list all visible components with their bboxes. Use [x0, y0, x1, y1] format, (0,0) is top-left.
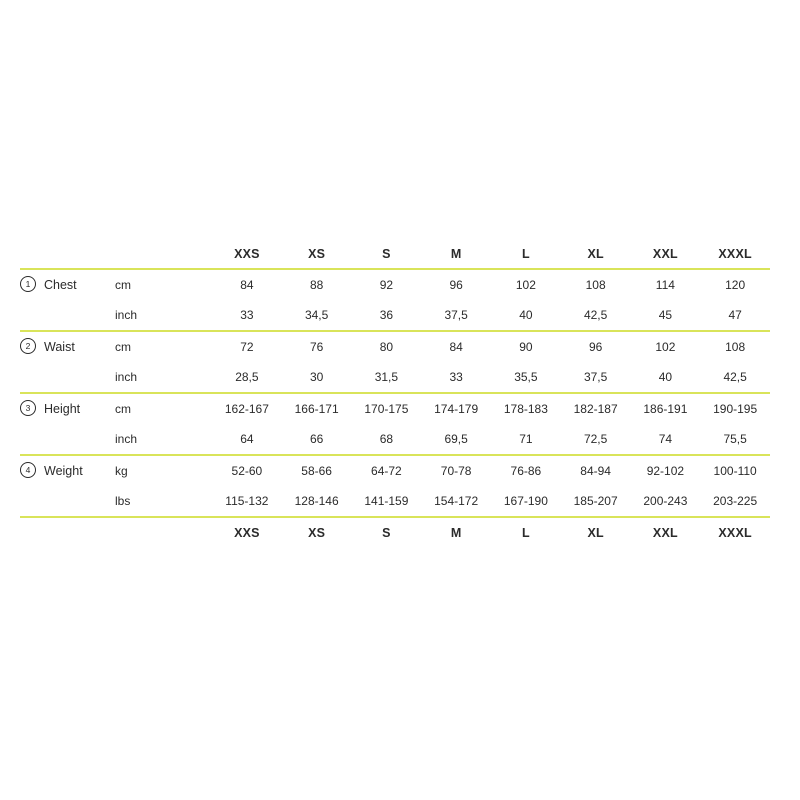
size-value-cell: 102 — [631, 331, 701, 362]
size-column-footer: XXS — [212, 517, 282, 548]
size-value-cell: 37,5 — [444, 308, 468, 322]
size-footer — [20, 517, 770, 548]
measure-label-cell — [20, 486, 115, 517]
size-value-cell: 128-146 — [294, 494, 339, 508]
size-footer-row — [20, 517, 770, 548]
measure-label: Height — [44, 402, 81, 416]
unit-label-cell: inch — [115, 370, 138, 384]
unit-label-cell: lbs — [115, 494, 131, 508]
size-value-cell: 75,5 — [723, 432, 747, 446]
measure-number-badge: 1 — [20, 276, 36, 292]
unit-label-cell: cm — [115, 269, 212, 300]
size-value-cell: 70-78 — [421, 455, 491, 486]
measure-label-cell — [20, 269, 115, 300]
unit-label-cell: inch — [115, 432, 138, 446]
size-value-cell: 190-195 — [700, 393, 770, 424]
size-value-cell: 80 — [352, 331, 422, 362]
size-value-cell: 76 — [282, 331, 352, 362]
size-column-header: XXXL — [718, 247, 752, 261]
size-value-cell: 186-191 — [631, 393, 701, 424]
size-value-cell: 64 — [240, 432, 254, 446]
size-column-footer: XXXL — [700, 517, 770, 548]
measure-label: Waist — [44, 340, 75, 354]
size-value-cell: 96 — [421, 269, 491, 300]
size-value-cell: 31,5 — [374, 370, 399, 384]
spacer-unit-cell — [115, 240, 212, 269]
size-value-cell: 66 — [309, 432, 324, 446]
size-value-cell: 141-159 — [364, 494, 409, 508]
size-value-cell: 174-179 — [421, 393, 491, 424]
measure-label-cell — [20, 455, 115, 486]
measure-label: Chest — [44, 278, 77, 292]
measure-group-first-row — [20, 269, 770, 300]
size-value-cell: 108 — [700, 331, 770, 362]
size-column-footer: XXL — [631, 517, 701, 548]
measure-label-cell — [20, 300, 115, 331]
size-value-cell: 37,5 — [583, 370, 608, 384]
size-value-cell: 52-60 — [212, 455, 282, 486]
size-value-cell: 108 — [561, 269, 631, 300]
measure-group-first-row — [20, 393, 770, 424]
size-value-cell: 33 — [240, 308, 254, 322]
spacer-label-cell — [20, 240, 115, 269]
size-value-cell: 40 — [658, 370, 673, 384]
size-value-cell: 115-132 — [225, 494, 269, 508]
size-value-cell: 84 — [212, 269, 282, 300]
measure-number-badge: 4 — [20, 462, 36, 478]
measure-label-cell — [20, 362, 115, 393]
size-value-cell: 96 — [561, 331, 631, 362]
measure-group-first-row — [20, 331, 770, 362]
size-header-row — [20, 240, 770, 269]
size-value-cell: 102 — [491, 269, 561, 300]
size-value-cell: 200-243 — [643, 494, 688, 508]
size-value-cell: 76-86 — [491, 455, 561, 486]
size-column-footer: XL — [561, 517, 631, 548]
size-value-cell: 28,5 — [235, 370, 259, 384]
size-value-cell: 167-190 — [503, 494, 548, 508]
size-value-cell: 166-171 — [282, 393, 352, 424]
size-value-cell: 42,5 — [723, 370, 747, 384]
size-value-cell: 154-172 — [434, 494, 479, 508]
size-column-footer: S — [352, 517, 422, 548]
size-value-cell: 30 — [309, 370, 324, 384]
size-value-cell: 35,5 — [514, 370, 538, 384]
unit-label-cell: inch — [115, 308, 138, 322]
size-value-cell: 100-110 — [700, 455, 770, 486]
size-value-cell: 92-102 — [631, 455, 701, 486]
size-column-header: XS — [308, 247, 326, 261]
measure-group-second-row — [20, 424, 770, 455]
size-value-cell: 72 — [212, 331, 282, 362]
size-column-footer: M — [421, 517, 491, 548]
size-value-cell: 170-175 — [352, 393, 422, 424]
measure-group-first-row — [20, 455, 770, 486]
size-value-cell: 72,5 — [583, 432, 608, 446]
size-value-cell: 114 — [631, 269, 701, 300]
size-column-footer: L — [491, 517, 561, 548]
size-value-cell: 92 — [352, 269, 422, 300]
size-value-cell: 42,5 — [583, 308, 608, 322]
size-value-cell: 34,5 — [304, 308, 329, 322]
size-column-header: L — [521, 247, 530, 261]
size-column-header: S — [382, 247, 391, 261]
size-chart-table — [20, 240, 770, 548]
measure-label-cell — [20, 331, 115, 362]
spacer-unit-cell — [115, 517, 212, 548]
size-value-cell: 88 — [282, 269, 352, 300]
size-value-cell: 120 — [700, 269, 770, 300]
size-column-footer: XS — [282, 517, 352, 548]
size-value-cell: 36 — [379, 308, 394, 322]
spacer-label-cell — [20, 517, 115, 548]
size-value-cell: 68 — [379, 432, 394, 446]
measure-group-second-row — [20, 300, 770, 331]
measure-label-cell — [20, 424, 115, 455]
size-column-header: XXS — [234, 247, 260, 261]
size-value-cell: 58-66 — [282, 455, 352, 486]
size-value-cell: 45 — [658, 308, 673, 322]
measure-number-badge: 3 — [20, 400, 36, 416]
measure-group-second-row — [20, 362, 770, 393]
size-value-cell: 90 — [491, 331, 561, 362]
size-value-cell: 84-94 — [561, 455, 631, 486]
unit-label-cell: kg — [115, 455, 212, 486]
size-value-cell: 47 — [728, 308, 742, 322]
size-header — [20, 240, 770, 269]
size-value-cell: 182-187 — [561, 393, 631, 424]
size-value-cell: 203-225 — [713, 494, 758, 508]
size-body — [20, 269, 770, 517]
unit-label-cell: cm — [115, 393, 212, 424]
measure-label-cell — [20, 393, 115, 424]
size-value-cell: 40 — [519, 308, 533, 322]
size-column-header: XXL — [652, 247, 678, 261]
size-value-cell: 178-183 — [491, 393, 561, 424]
measure-label: Weight — [44, 464, 83, 478]
size-value-cell: 33 — [449, 370, 463, 384]
size-column-header: M — [450, 247, 462, 261]
size-value-cell: 71 — [519, 432, 533, 446]
size-value-cell: 185-207 — [573, 494, 618, 508]
size-value-cell: 84 — [421, 331, 491, 362]
size-value-cell: 162-167 — [212, 393, 282, 424]
size-value-cell: 74 — [658, 432, 673, 446]
measure-number-badge: 2 — [20, 338, 36, 354]
size-value-cell: 69,5 — [444, 432, 468, 446]
unit-label-cell: cm — [115, 331, 212, 362]
size-column-header: XL — [587, 247, 604, 261]
size-value-cell: 64-72 — [352, 455, 422, 486]
measure-group-second-row — [20, 486, 770, 517]
